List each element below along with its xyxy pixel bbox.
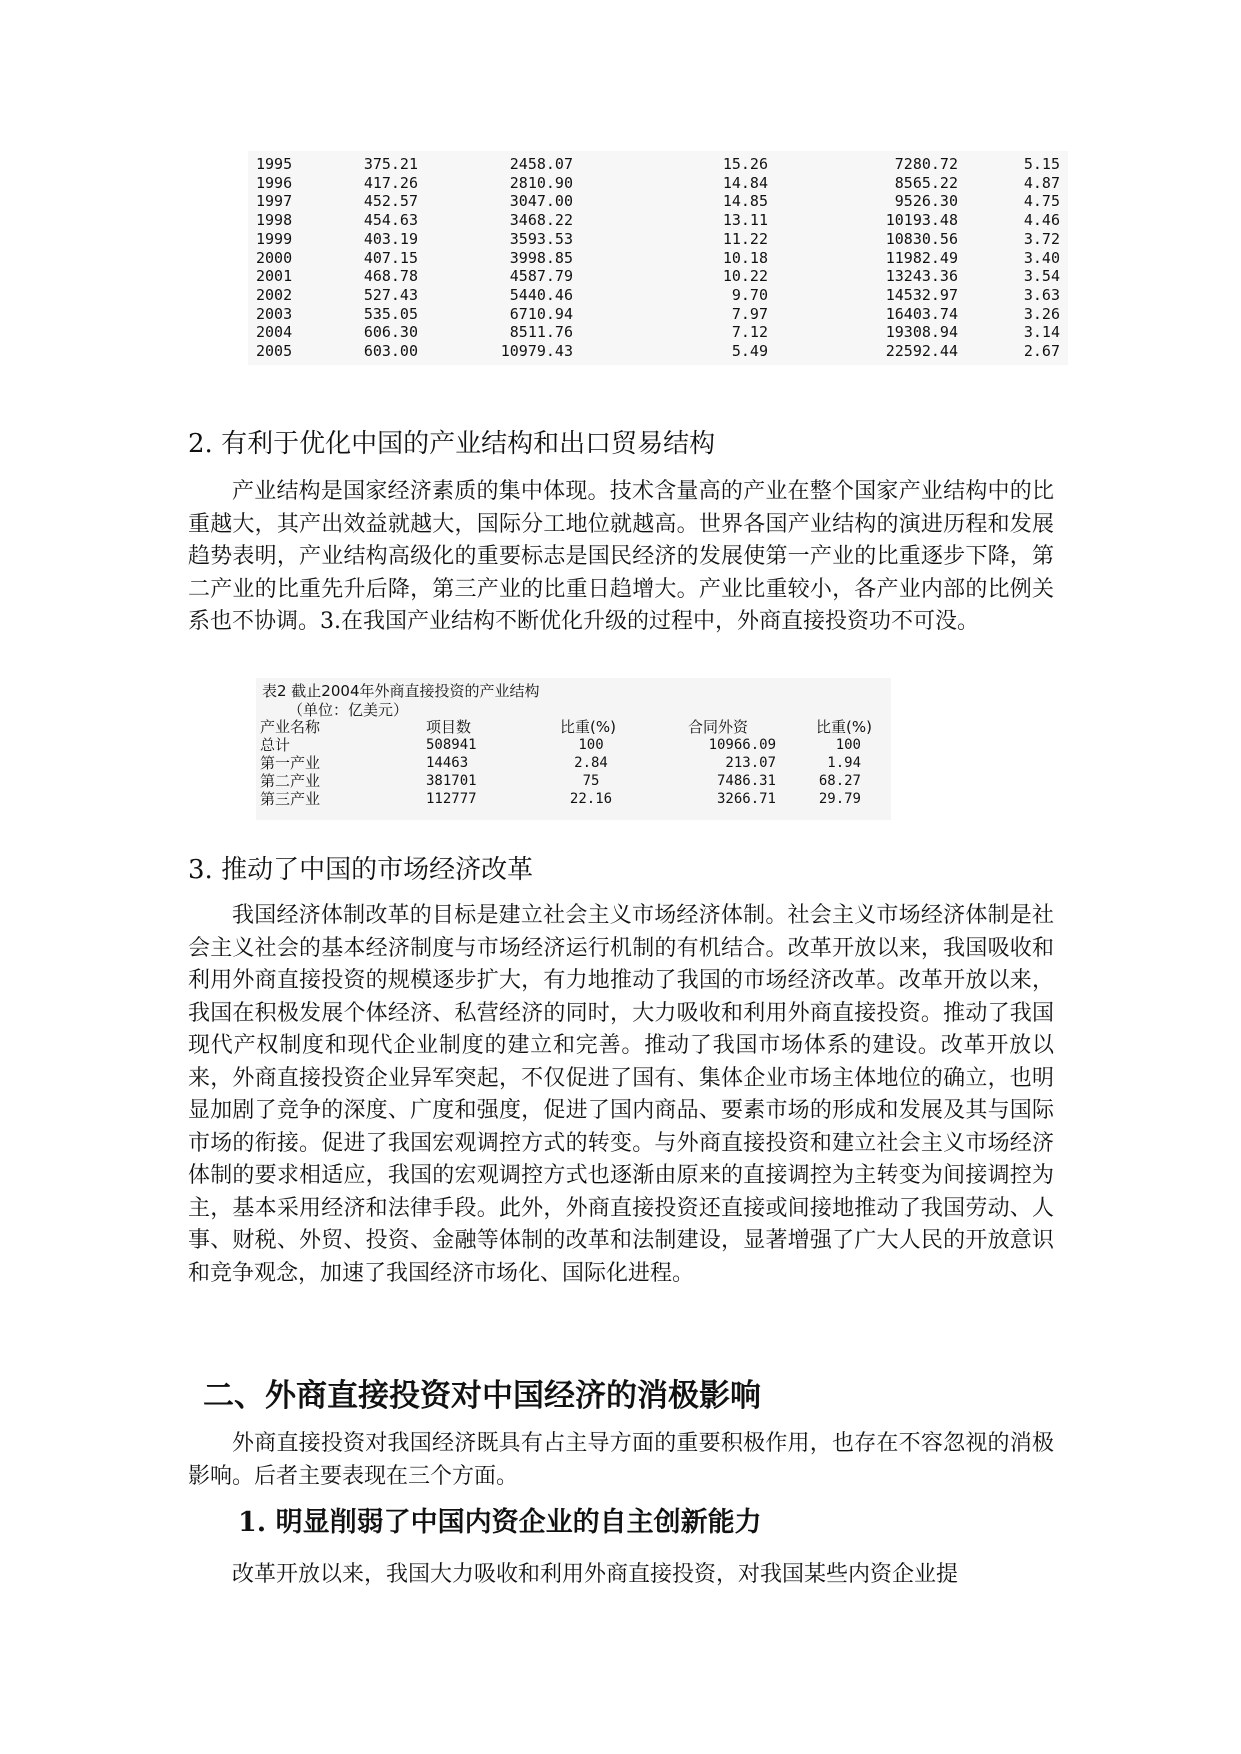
table-cell: 3468.22 <box>509 211 573 230</box>
table-cell: 3.26 <box>1023 304 1060 323</box>
table-cell-text: 9526.30 <box>894 192 958 211</box>
table-cell: 468.78 <box>363 267 418 286</box>
table-cell: 10.18 <box>722 248 768 267</box>
table-cell: 1998 <box>256 211 293 230</box>
table-2-unit: （单位：亿美元） <box>288 701 409 719</box>
table-cell: 1995 <box>256 155 293 173</box>
table-cell: 3593.53 <box>509 229 573 248</box>
table-cell: 1999 <box>256 229 293 248</box>
table-2-header: 项目数 <box>426 718 472 736</box>
table-cell: 9.70 <box>731 285 768 304</box>
table-cell: 452.57 <box>363 192 418 211</box>
table-cell: 2810.90 <box>509 173 573 192</box>
table-cell: 7.97 <box>731 304 768 323</box>
table-cell: 5440.46 <box>509 285 573 304</box>
table-cell: 4.75 <box>1023 192 1060 211</box>
table-cell: 407.15 <box>363 248 418 267</box>
table-cell: 第三产业 <box>260 790 321 808</box>
table-row <box>248 286 1068 305</box>
section-2-paragraph: 产业结构是国家经济素质的集中体现。技术含量高的产业在整个国家产业结构中的比重越大，其产出效益就越大，国际分工地位就越高。世界各国产业结构的演进历程和发展趋势表明，产业结构高级化的重要标志是国民经济的发展使第一产业的比重逐步下降，第二产业的比重先升后降，第三产业的比重日趋增大。产业比重较小，各产业内部的比例关系也不协调。3.在我国产业结构不断优化升级的过程中，外商直接投资功不可没。 <box>188 479 1054 634</box>
table-cell: 1.94 <box>827 755 861 771</box>
table-cell: 3.72 <box>1023 229 1060 248</box>
table-cell: 1997 <box>256 192 293 211</box>
table-cell: 2001 <box>256 267 293 286</box>
table-cell-text: 11982.49 <box>885 248 958 267</box>
table-cell: 535.05 <box>363 304 418 323</box>
table-cell: 10979.43 <box>500 342 573 360</box>
table-cell: 75 <box>582 773 600 789</box>
table-row <box>248 174 1068 193</box>
table-cell: 375.21 <box>363 155 418 173</box>
table-cell: 第二产业 <box>260 772 321 790</box>
table-cell <box>838 342 958 361</box>
table-cell: 2004 <box>256 323 293 342</box>
data-table-1 <box>248 151 1068 365</box>
table-row <box>248 155 1068 174</box>
table-cell: 603.00 <box>363 342 418 360</box>
table-row <box>256 790 891 808</box>
table-cell <box>838 174 958 193</box>
table-cell: 4.87 <box>1023 173 1060 192</box>
table-cell: 14.84 <box>722 173 768 192</box>
table-cell-text: 14532.97 <box>885 285 958 304</box>
table-cell: 7.12 <box>731 323 768 342</box>
part-2-section-1-paragraph: 改革开放以来，我国大力吸收和利用外商直接投资，对我国某些内资企业提 <box>232 1562 959 1587</box>
section-heading-3: 3. 推动了中国的市场经济改革 <box>188 855 534 885</box>
table-cell-text: 19308.94 <box>885 323 958 342</box>
table-cell: 22.16 <box>569 791 613 807</box>
table-cell: 100 <box>578 737 604 753</box>
table-cell: 3.14 <box>1023 323 1060 342</box>
table-cell: 第一产业 <box>260 754 321 772</box>
data-table-2 <box>256 678 891 820</box>
table-cell: 14.85 <box>722 192 768 211</box>
table-cell: 2005 <box>256 342 293 360</box>
table-row <box>248 211 1068 230</box>
section-heading-2: 2. 有利于优化中国的产业结构和出口贸易结构 <box>188 429 716 459</box>
table-cell-text: 16403.74 <box>885 304 958 323</box>
table-cell: 508941 <box>426 737 477 753</box>
table-cell: 2458.07 <box>509 155 573 173</box>
table-cell: 2003 <box>256 304 293 323</box>
table-2-header: 比重(%) <box>816 718 872 736</box>
table-cell: 403.19 <box>363 229 418 248</box>
table-cell: 454.63 <box>363 211 418 230</box>
table-2-header-row <box>256 718 891 736</box>
part-2-section-1-heading: 1. 明显削弱了中国内资企业的自主创新能力 <box>238 1507 762 1538</box>
section-3-paragraph: 我国经济体制改革的目标是建立社会主义市场经济体制。社会主义市场经济体制是社会主义社会的基本经济制度与市场经济运行机制的有机结合。改革开放以来，我国吸收和利用外商直接投资的规模逐步扩大，有力地推动了我国的市场经济改革。改革开放以来，我国在积极发展个体经济、私营经济的同时，大力吸收和利用外商直接投资。推动了我国现代产权制度和现代企业制度的建立和完善。推动了我国市场体系的建设。改革开放以来，外商直接投资企业异军突起，不仅促进了国有、集体企业市场主体地位的确立，也明显加剧了竞争的深度、广度和强度，促进了国内商品、要素市场的形成和发展及其与国际市场的衔接。促进了我国宏观调控方式的转变。与外商直接投资和建立社会主义市场经济体制的要求相适应，我国的宏观调控方式也逐渐由原来的直接调控为主转变为间接调控为主，基本采用经济和法律手段。此外，外商直接投资还直接或间接地推动了我国劳动、人事、财税、外贸、投资、金融等体制的改革和法制建设，显著增强了广大人民的开放意识和竞争观念，加速了我国经济市场化、国际化进程。 <box>188 903 1054 1286</box>
table-cell <box>838 305 958 324</box>
table-cell: 68.27 <box>818 773 861 789</box>
table-cell: 5.49 <box>731 342 768 360</box>
table-cell: 112777 <box>426 791 477 807</box>
table-cell: 3047.00 <box>509 192 573 211</box>
table-row <box>256 736 891 754</box>
table-cell <box>838 211 958 230</box>
table-row <box>248 230 1068 249</box>
table-cell: 7486.31 <box>716 773 776 789</box>
table-cell: 4587.79 <box>509 267 573 286</box>
table-cell: 11.22 <box>722 229 768 248</box>
table-cell: 10.22 <box>722 267 768 286</box>
table-cell: 2002 <box>256 285 293 304</box>
table-cell <box>838 230 958 249</box>
table-cell <box>838 286 958 305</box>
table-cell: 8511.76 <box>509 323 573 342</box>
table-row <box>248 323 1068 342</box>
table-cell: 15.26 <box>722 155 768 173</box>
table-cell: 5.15 <box>1023 155 1060 173</box>
table-2-header: 产业名称 <box>260 718 321 736</box>
table-row <box>248 192 1068 211</box>
table-cell-text: 8565.22 <box>894 173 958 192</box>
table-2-title: 表2 截止2004年外商直接投资的产业结构 <box>262 682 540 700</box>
table-cell <box>838 155 958 174</box>
table-cell: 213.07 <box>725 755 776 771</box>
table-row <box>248 305 1068 324</box>
table-cell: 3266.71 <box>716 791 776 807</box>
table-cell-text: 10193.48 <box>885 211 958 230</box>
table-cell: 总计 <box>260 736 291 754</box>
table-cell: 1996 <box>256 173 293 192</box>
table-cell: 3.54 <box>1023 267 1060 286</box>
table-cell: 417.26 <box>363 173 418 192</box>
table-cell-text: 7280.72 <box>894 155 958 173</box>
table-cell-text: 13243.36 <box>885 267 958 286</box>
table-2-header: 合同外资 <box>688 718 749 736</box>
part-2-heading: 二、外商直接投资对中国经济的消极影响 <box>203 1378 761 1414</box>
table-row <box>248 267 1068 286</box>
table-cell: 2000 <box>256 248 293 267</box>
table-cell: 100 <box>835 737 861 753</box>
table-cell <box>838 192 958 211</box>
table-cell: 29.79 <box>818 791 861 807</box>
table-cell: 6710.94 <box>509 304 573 323</box>
table-cell: 13.11 <box>722 211 768 230</box>
table-cell: 527.43 <box>363 285 418 304</box>
table-cell: 3.63 <box>1023 285 1060 304</box>
table-cell: 3998.85 <box>509 248 573 267</box>
table-cell-text: 10830.56 <box>885 229 958 248</box>
table-cell-text: 22592.44 <box>885 342 958 360</box>
table-cell <box>838 249 958 268</box>
table-cell <box>838 267 958 286</box>
part-2-paragraph: 外商直接投资对我国经济既具有占主导方面的重要积极作用，也存在不容忽视的消极影响。后者主要表现在三个方面。 <box>188 1431 1054 1489</box>
table-cell <box>838 323 958 342</box>
table-2-header: 比重(%) <box>560 718 616 736</box>
table-row <box>256 772 891 790</box>
table-cell: 4.46 <box>1023 211 1060 230</box>
table-row <box>248 342 1068 361</box>
table-cell: 606.30 <box>363 323 418 342</box>
table-row <box>256 754 891 772</box>
table-cell: 3.40 <box>1023 248 1060 267</box>
table-cell: 2.67 <box>1023 342 1060 360</box>
table-cell: 2.84 <box>574 755 608 771</box>
table-row <box>248 249 1068 268</box>
table-cell: 14463 <box>426 755 469 771</box>
table-cell: 10966.09 <box>708 737 776 753</box>
table-cell: 381701 <box>426 773 477 789</box>
